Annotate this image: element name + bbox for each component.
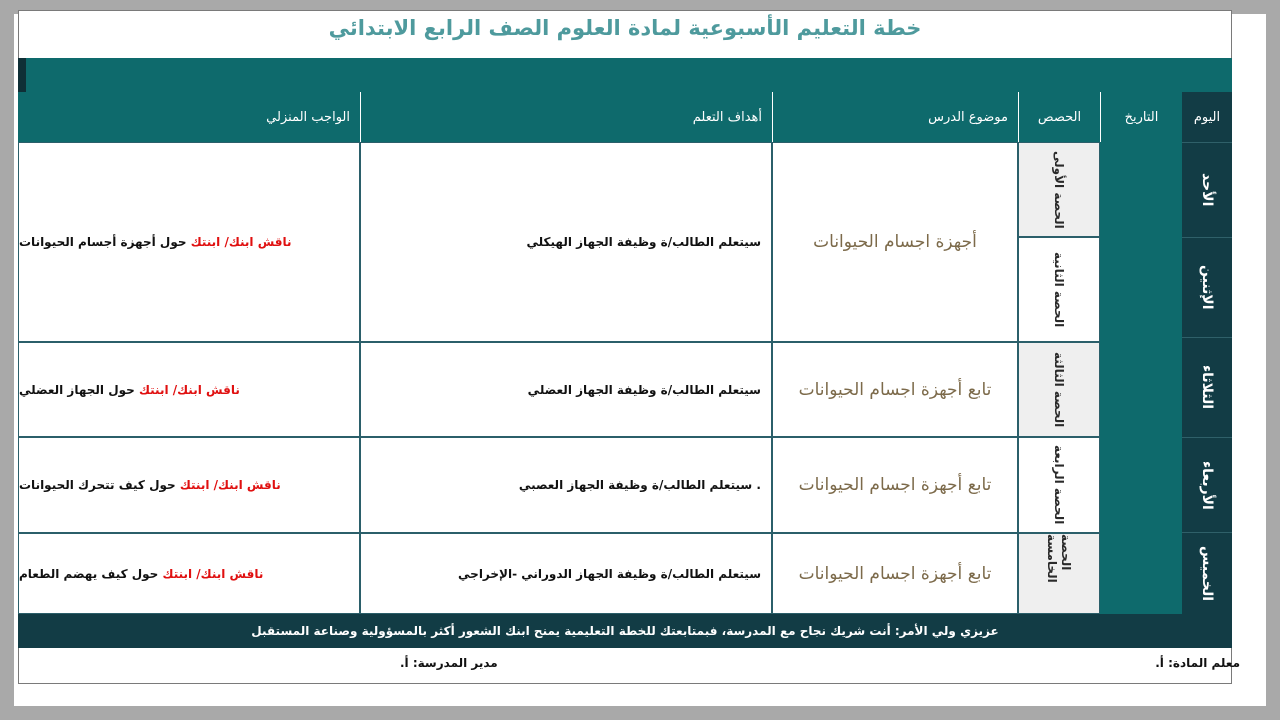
homework-row-3 [18,437,360,533]
header-periods: الحصص [1018,92,1100,142]
period-3: الحصة الثالثة [1018,342,1100,437]
homework-text: حول كيف تتحرك الحيوانات [19,478,180,492]
topic-row-4: تابع أجهزة اجسام الحيوانات [772,533,1018,614]
period-5: الحصة الخامسة [1018,533,1100,614]
day-sunday: الأحد [1182,142,1232,237]
topic-row-3: تابع أجهزة اجسام الحيوانات [772,437,1018,533]
homework-row-1 [18,142,360,342]
day-wednesday: الأربعاء [1182,437,1232,532]
period-4: الحصة الرابعة [1018,437,1100,533]
homework-highlight: ناقش ابنك/ ابنتك [190,235,292,249]
homework-highlight: ناقش ابنك/ ابنتك [138,382,240,397]
date-column [1100,142,1182,614]
homework-highlight: ناقش ابنك/ ابنتك [162,566,264,581]
parent-note: عزيزي ولي الأمر: أنت شريك نجاح مع المدرسة، فبمتابعتك للخطة التعليمية يمنح ابنك الشعور أكثر بالمسؤولية وصناعة المستقبل [18,614,1232,648]
day-monday: الإثنين [1182,237,1232,337]
period-2: الحصة الثانية [1018,237,1100,342]
header-topic: موضوع الدرس [772,92,1018,142]
day-thursday: الخميس [1182,532,1232,614]
homework-highlight: ناقش ابنك/ ابنتك [179,478,281,492]
day-tuesday: الثلاثاء [1182,337,1232,437]
homework-text: حول كيف يهضم الطعام [19,566,163,581]
period-1: الحصة الأولى [1018,142,1100,237]
principal-signature-label: مدير المدرسة: أ. [400,656,498,670]
teacher-signature-label: معلم المادة: أ. [1155,656,1240,670]
goal-row-1: سيتعلم الطالب/ة وظيفة الجهاز الهيكلي [360,142,772,342]
header-goals: أهداف التعلم [360,92,772,142]
homework-row-4 [18,533,360,614]
goal-row-4: سيتعلم الطالب/ة وظيفة الجهاز الدوراني -الإخراجي [360,533,772,614]
homework-text: حول الجهاز العضلي [19,382,139,397]
topic-row-1: أجهزة اجسام الحيوانات [772,142,1018,342]
header-banner [18,58,1232,92]
header-homework: الواجب المنزلي [18,92,360,142]
topic-row-2: تابع أجهزة اجسام الحيوانات [772,342,1018,437]
page-title: خطة التعليم الأسبوعية لمادة العلوم الصف الرابع الابتدائي [328,16,922,40]
homework-text: حول أجهزة أجسام الحيوانات [19,235,191,249]
header-day: اليوم [1182,92,1232,142]
header-date: التاريخ [1100,92,1182,142]
goal-row-2: سيتعلم الطالب/ة وظيفة الجهاز العضلي [360,342,772,437]
homework-row-2 [18,342,360,437]
banner-accent [18,58,26,92]
goal-row-3: سيتعلم الطالب/ة وظيفة الجهاز العصبي . [360,437,772,533]
plan-table [18,92,1232,614]
